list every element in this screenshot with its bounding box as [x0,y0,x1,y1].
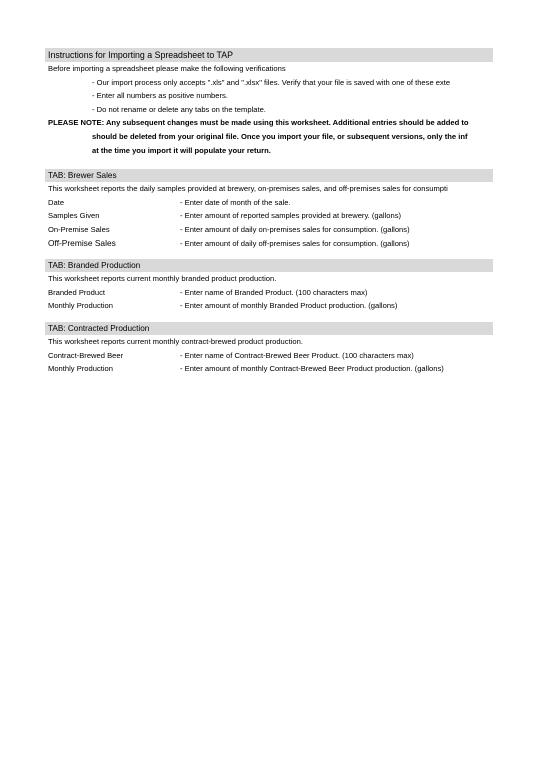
field-row [45,299,493,313]
please-note-line: should be deleted from your original file. Once you import your file, or subsequent versions, only the inf [92,131,468,141]
field-row [45,362,493,376]
field-description: - Enter amount of monthly Contract-Brewed Beer Product production. (gallons) [180,364,444,374]
please-note-line: at the time you import it will populate your return. [92,145,271,155]
field-label: Monthly Production [48,364,114,374]
section-heading-contracted-production: TAB: Contracted Production [45,322,493,335]
field-row [45,223,493,237]
field-row [45,196,493,210]
field-description: - Enter name of Contract-Brewed Beer Product. (100 characters max) [180,350,414,360]
field-description: - Enter amount of monthly Branded Product production. (gallons) [180,301,398,311]
field-row [45,286,493,300]
section-description: This worksheet reports the daily samples provided at brewery, on-premises sales, and off-premises sales for consumpti [48,184,448,194]
field-label: Monthly Production [48,301,114,311]
section-heading-brewer-sales: TAB: Brewer Sales [45,169,493,182]
please-note-line: PLEASE NOTE: Any subsequent changes must be made using this worksheet. Additional entries should be added to [48,118,469,128]
section-heading-branded-production: TAB: Branded Production [45,259,493,272]
field-label: Samples Given [48,211,100,221]
field-row [45,349,493,363]
instructions-sheet [45,48,493,376]
verification-item: - Do not rename or delete any tabs on the template. [92,104,266,114]
field-description: - Enter date of month of the sale. [180,197,291,207]
verification-item: - Enter all numbers as positive numbers. [92,91,228,101]
field-row [45,209,493,223]
field-description: - Enter amount of daily on-premises sales for consumption. (gallons) [180,224,410,234]
field-description: - Enter amount of daily off-premises sales for consumption. (gallons) [180,238,410,248]
instructions-intro: Before importing a spreadsheet please make the following verifications [48,64,286,73]
field-label: Off-Premise Sales [48,237,116,248]
field-description: - Enter amount of reported samples provided at brewery. (gallons) [180,211,402,221]
field-label: Contract-Brewed Beer [48,350,124,360]
field-label: Date [48,197,65,207]
field-row [45,237,493,251]
field-label: Branded Product [48,287,105,297]
verification-item: - Our import process only accepts ".xls" and ".xlsx" files. Verify that your file is saved with one of these exte [92,77,451,87]
section-description: This worksheet reports current monthly contract-brewed product production. [48,336,303,346]
field-description: - Enter name of Branded Product. (100 characters max) [180,287,368,297]
instructions-title: Instructions for Importing a Spreadsheet to TAP [45,48,493,62]
section-description: This worksheet reports current monthly branded product production. [48,274,277,284]
field-label: On-Premise Sales [48,224,110,234]
